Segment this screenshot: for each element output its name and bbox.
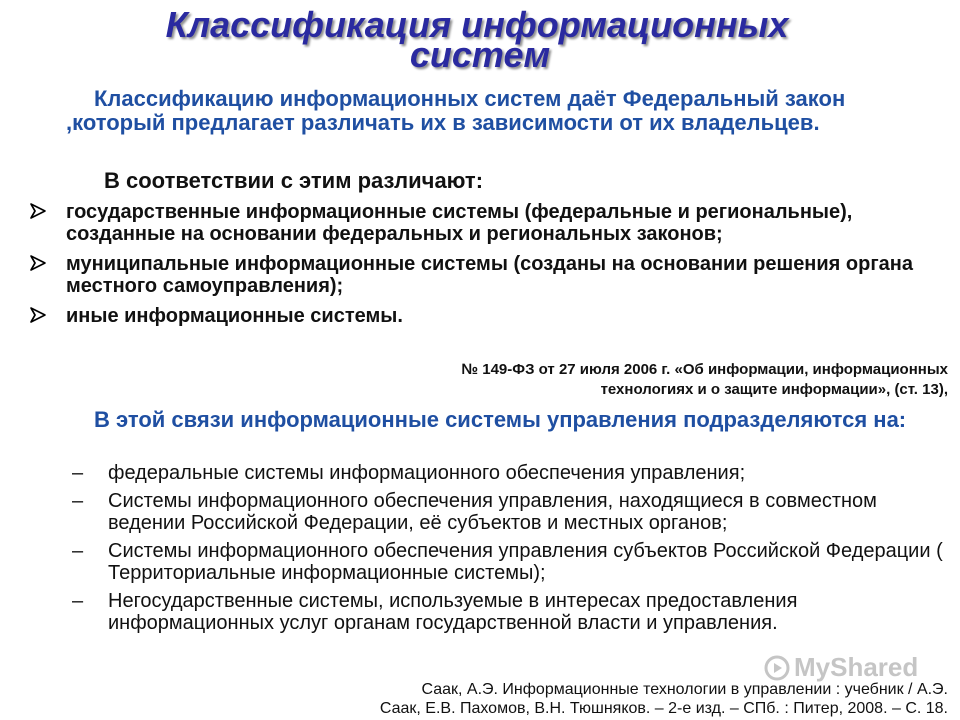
dash-marker: – [72, 490, 84, 512]
arrow-bullet-icon [28, 253, 48, 273]
source-citation-line2: Саак, Е.В. Пахомов, В.Н. Тюшняков. – 2-е изд. – СПб. : Питер, 2008. – С. 18. [379, 700, 948, 717]
intro-paragraph: Классификацию информационных систем даёт Федеральный закон ,который предлагает различать их в зависимости от их владельцев. [66, 86, 846, 135]
watermark [764, 652, 918, 683]
bullet-text: государственные информационные системы (федеральные и региональные), созданные на основании федеральных и региональных законов; [66, 201, 853, 245]
law-reference-line2: технологиях и о защите информации», (ст. 13), [600, 381, 948, 398]
slide-title [0, 4, 960, 76]
dash-item-text: Негосударственные системы, используемые в интересах предоставления информационных услуг органам государственной власти и управления. [108, 590, 798, 634]
management-heading: В этой связи информационные системы управления подразделяются на: [94, 407, 907, 432]
dash-list [72, 462, 952, 640]
slide-title-line1: Классификация информационных [165, 4, 789, 45]
bullet-text: иные информационные системы. [66, 305, 403, 327]
subheading: В соответствии с этим различают: [104, 168, 484, 193]
list-item [28, 305, 948, 327]
law-reference-line1: № 149-ФЗ от 27 июля 2006 г. «Об информации, информационных [461, 361, 948, 378]
list-item [72, 590, 952, 634]
dash-item-text: Системы информационного обеспечения управления, находящиеся в совместном ведении Российской Федерации, её субъектов и местных органов; [108, 490, 877, 534]
arrow-bullet-icon [28, 201, 48, 221]
source-citation-line1: Саак, А.Э. Информационные технологии в управлении : учебник / А.Э. [421, 681, 948, 698]
dash-item-text: Системы информационного обеспечения управления субъектов Российской Федерации ( Территориальные информационные системы); [108, 540, 943, 584]
list-item [72, 490, 952, 534]
watermark-text: MyShared [794, 652, 919, 682]
law-reference [328, 360, 948, 400]
play-logo-icon [764, 655, 790, 681]
slide-title-line2: систем [409, 34, 551, 75]
list-item [72, 462, 952, 484]
list-item [28, 253, 948, 297]
bullet-list [28, 201, 948, 335]
list-item [28, 201, 948, 245]
bullet-text: муниципальные информационные системы (созданы на основании решения органа местного самоуправления); [66, 253, 914, 297]
arrow-bullet-icon [28, 305, 48, 325]
dash-marker: – [72, 590, 84, 612]
source-citation [228, 680, 948, 718]
dash-marker: – [72, 462, 84, 484]
dash-marker: – [72, 540, 84, 562]
dash-item-text: федеральные системы информационного обеспечения управления; [108, 462, 746, 484]
list-item [72, 540, 952, 584]
